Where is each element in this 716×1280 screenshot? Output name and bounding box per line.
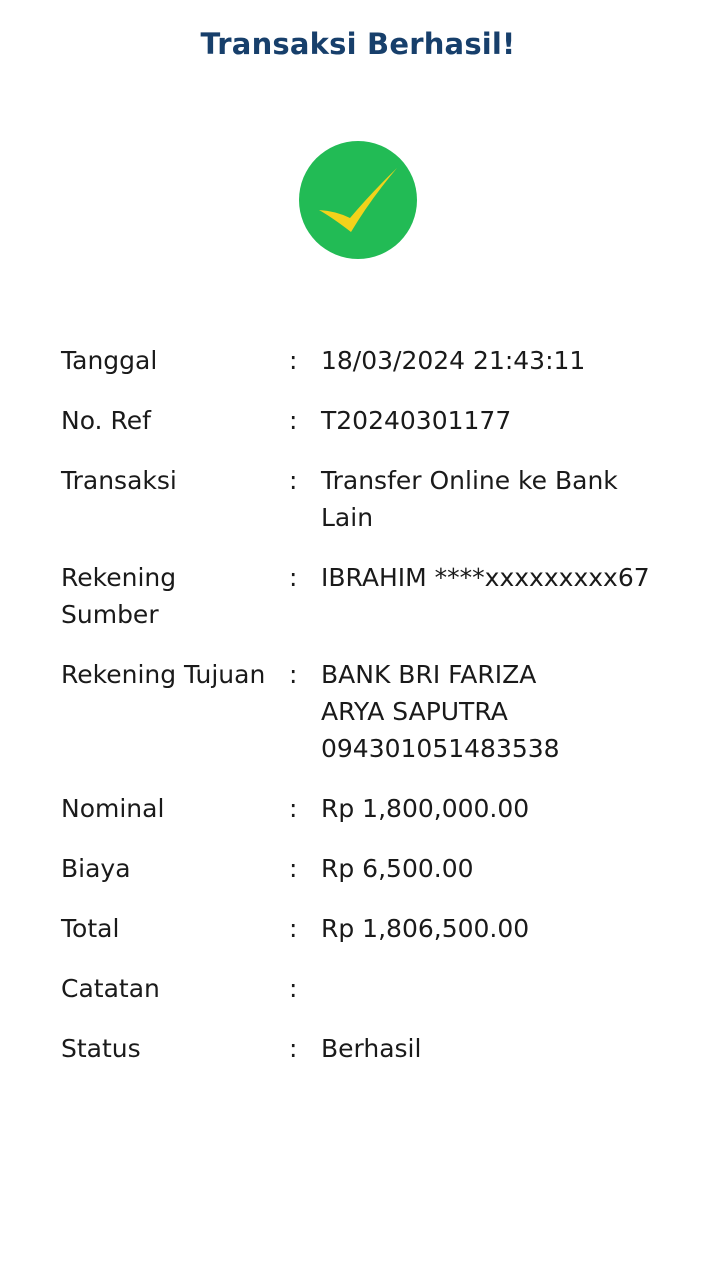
detail-value: Rp 6,500.00 [321,854,474,883]
detail-row-date [61,342,681,379]
detail-value: 18/03/2024 21:43:11 [321,346,586,375]
detail-row-fee [61,850,681,887]
detail-label: Transaksi [61,466,177,495]
detail-value: Transfer Online ke Bank Lain [321,466,618,532]
detail-row-transaction [61,462,681,536]
detail-row-status [61,1030,681,1067]
detail-separator: : [289,794,298,823]
detail-separator: : [289,660,298,689]
page-title: Transaksi Berhasil! [200,27,516,61]
detail-row-note [61,970,681,1007]
detail-separator: : [289,914,298,943]
detail-separator: : [289,466,298,495]
detail-label: Nominal [61,794,165,823]
detail-separator: : [289,974,298,1003]
detail-separator: : [289,1034,298,1063]
detail-separator: : [289,406,298,435]
detail-row-amount [61,790,681,827]
detail-row-destination-account [61,656,681,767]
detail-value: Berhasil [321,1034,422,1063]
detail-label: Status [61,1034,141,1063]
detail-value: BANK BRI FARIZA ARYA SAPUTRA 094301051483538 [321,660,560,763]
detail-value: T20240301177 [321,406,512,435]
detail-row-source-account [61,559,681,633]
detail-separator: : [289,854,298,883]
detail-label: Tanggal [61,346,158,375]
detail-label: Rekening Sumber [61,563,177,629]
transaction-details [61,342,681,1090]
detail-label: No. Ref [61,406,151,435]
detail-row-total [61,910,681,947]
success-check-icon [298,140,418,260]
detail-value: Rp 1,800,000.00 [321,794,530,823]
detail-value: Rp 1,806,500.00 [321,914,530,943]
detail-separator: : [289,346,298,375]
detail-value: IBRAHIM ****xxxxxxxxx67 [321,563,650,592]
detail-separator: : [289,563,298,592]
detail-label: Catatan [61,974,160,1003]
detail-label: Total [61,914,120,943]
detail-row-ref [61,402,681,439]
detail-label: Rekening Tujuan [61,660,266,689]
detail-label: Biaya [61,854,131,883]
